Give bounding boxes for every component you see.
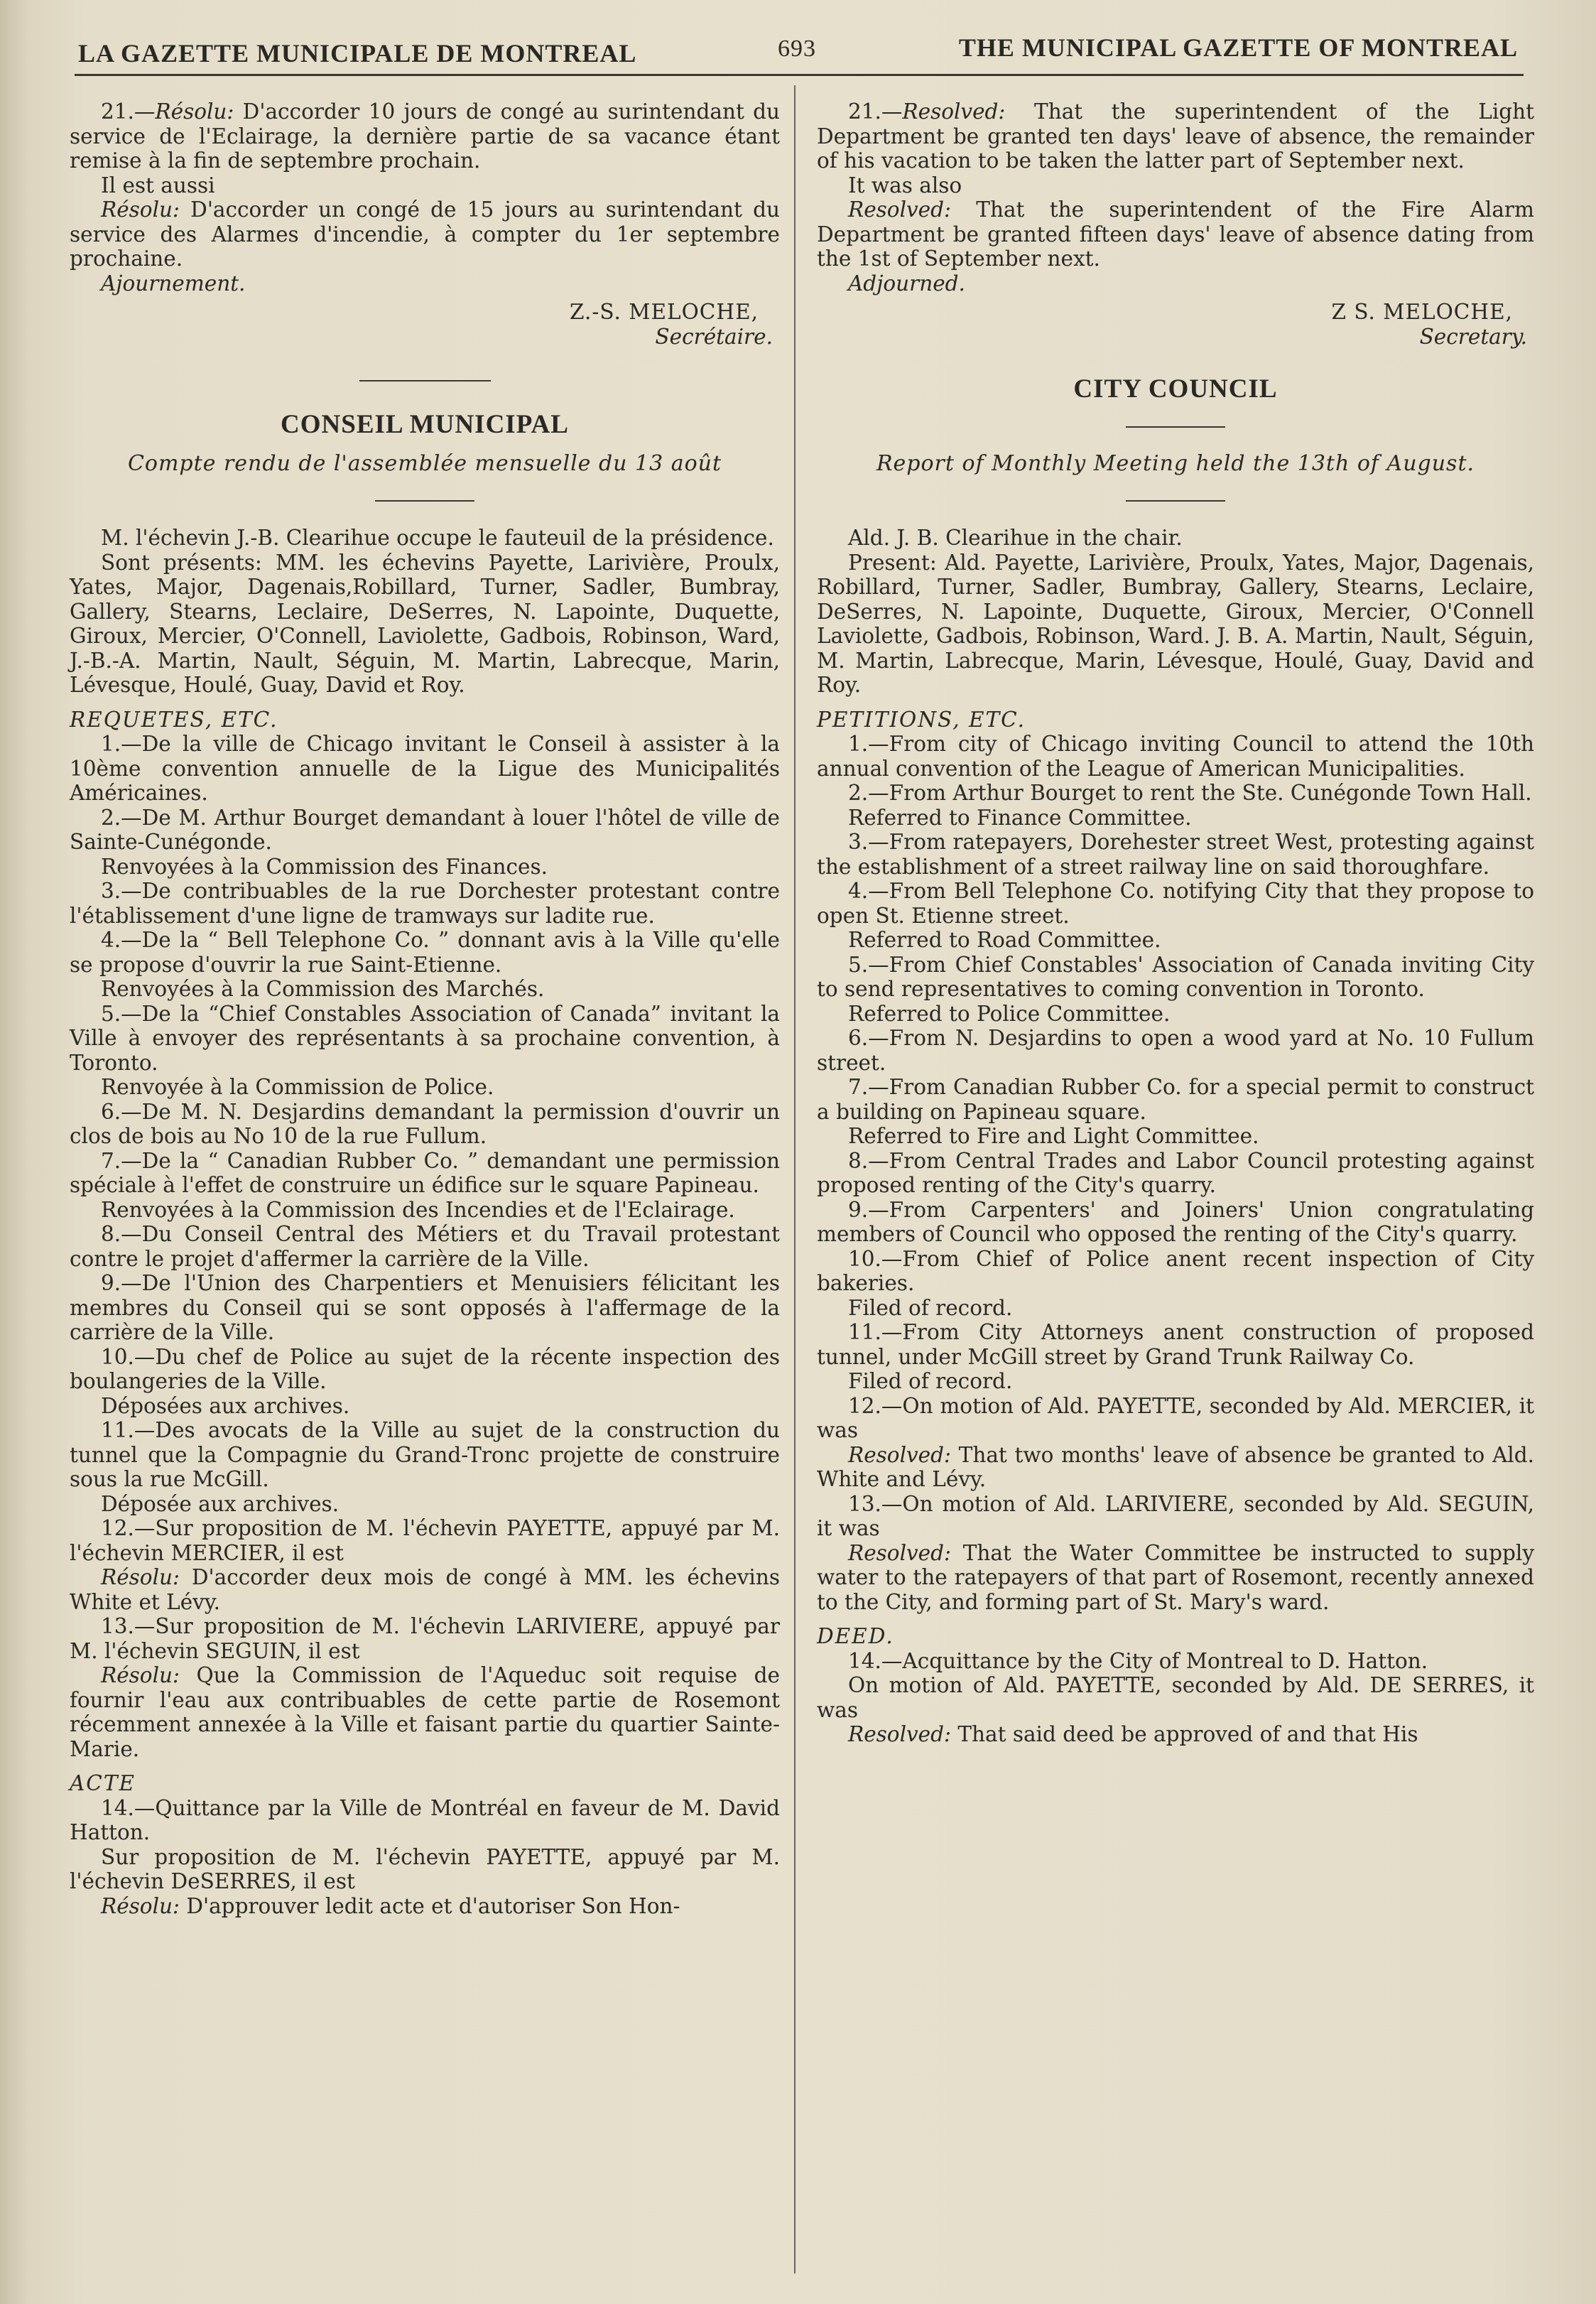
en-item-5: 5.—From Chief Constables' Association of Canada inviting City to send representatives to coming convention in Toronto.	[817, 952, 1534, 1001]
fr-item-7: 7.—De la “ Canadian Rubber Co. ” demandant une permission spéciale à l'effet de construire un édifice sur le square Papineau.	[70, 1148, 780, 1197]
fr-present: Sont présents: MM. les échevins Payette, Larivière, Proulx, Yates, Major, Dagenais,Robillard, Turner, Sadler, Bumbray, Gallery, Stearns, Leclaire, DeSerres, N. Lapointe, Duquette, Giroux, Mercier, O'Connell, Laviolette, Gadbois, Robinson, Ward, J.-B.-A. Martin, Nault, Séguin, M. Martin, Labrecque, Marin, Lévesque, Houlé, Guay, David et Roy.	[70, 550, 780, 697]
french-column	[70, 99, 780, 1918]
fr-item-6: 6.—De M. N. Desjardins demandant la permission d'ouvrir un clos de bois au No 10 de la rue Fullum.	[70, 1099, 780, 1148]
en-item-7: 7.—From Canadian Rubber Co. for a special permit to construct a building on Papineau square.	[817, 1075, 1534, 1124]
page-header	[78, 33, 1518, 75]
en-item-13: 13.—On motion of Ald. LARIVIERE, seconded by Ald. SEGUIN, it was	[817, 1491, 1534, 1540]
en-deed-heading: DEED.	[817, 1624, 894, 1648]
fr-item-2-referral: Renvoyées à la Commission des Finances.	[101, 854, 548, 879]
en-item-14-resolution: Resolved: That said deed be approved of and that His	[848, 1722, 1418, 1746]
header-french-title: LA GAZETTE MUNICIPALE DE MONTREAL	[78, 39, 637, 67]
en-item-14-motion: On motion of Ald. PAYETTE, seconded by Ald. DE SERRES, it was	[817, 1673, 1534, 1722]
fr-item-14-resolution: Résolu: D'approuver ledit acte et d'autoriser Son Hon-	[101, 1893, 680, 1918]
en-signature: Z S. MELOCHE,	[1331, 300, 1513, 324]
en-item-10: 10.—From Chief of Police anent recent inspection of City bakeries.	[817, 1246, 1534, 1295]
en-item-12-resolution: Resolved: That two months' leave of absence be granted to Ald. White and Lévy.	[817, 1442, 1534, 1491]
header-english-title: THE MUNICIPAL GAZETTE OF MONTREAL	[958, 33, 1518, 62]
en-chair: Ald. J. B. Clearihue in the chair.	[848, 526, 1183, 550]
en-item-3: 3.—From ratepayers, Dorehester street West, protesting against the establishment of a street railway line on said thoroughfare.	[817, 830, 1534, 879]
en-item-11-referral: Filed of record.	[848, 1369, 1013, 1393]
en-item-21: 21.—Resolved: That the superintendent of the Light Department be granted ten days' leave of absence, the remainder of his vacation to be taken the latter part of September next.	[817, 99, 1534, 173]
en-present: Present: Ald. Payette, Larivière, Proulx, Yates, Major, Dagenais, Robillard, Turner, Sadler, Bumbray, Gallery, Stearns, Leclaire, DeSerres, N. Lapointe, Duquette, Giroux, Mercier, O'Connell Laviolette, Gadbois, Robinson, Ward. J. B. A. Martin, Nault, Séguin, M. Martin, Labrecque, Marin, Lévesque, Houlé, Guay, David and Roy.	[817, 550, 1534, 697]
fr-requetes-heading: REQUETES, ETC.	[70, 707, 278, 732]
fr-signature-role: Secrétaire.	[655, 324, 773, 349]
en-council-subtitle: Report of Monthly Meeting held the 13th of August.	[876, 450, 1475, 476]
fr-section-rule	[359, 380, 491, 382]
fr-item-3: 3.—De contribuables de la rue Dorchester protestant contre l'établissement d'une ligne de tramways sur ladite rue.	[70, 879, 780, 928]
en-item-2: 2.—From Arthur Bourget to rent the Ste. Cunégonde Town Hall.	[848, 781, 1532, 805]
en-item-12: 12.—On motion of Ald. PAYETTE, seconded by Ald. MERCIER, it was	[817, 1393, 1534, 1442]
fr-item-2: 2.—De M. Arthur Bourget demandant à louer l'hôtel de ville de Sainte-Cunégonde.	[70, 805, 780, 854]
en-item-14: 14.—Acquittance by the City of Montreal to D. Hatton.	[848, 1648, 1428, 1673]
en-it-was-also: It was also	[848, 173, 962, 198]
fr-chair: M. l'échevin J.-B. Clearihue occupe le fauteuil de la présidence.	[101, 526, 774, 550]
fr-item-12: 12.—Sur proposition de M. l'échevin PAYETTE, appuyé par M. l'échevin MERCIER, il est	[70, 1516, 780, 1565]
fr-resolu-2: Résolu: D'accorder un congé de 15 jours au surintendant du service des Alarmes d'incendie, à compter du 1er septembre prochaine.	[70, 198, 780, 271]
en-signature-role: Secretary.	[1419, 324, 1527, 349]
en-item-2-referral: Referred to Finance Committee.	[848, 805, 1192, 830]
fr-item-21: 21.—Résolu: D'accorder 10 jours de congé au surintendant du service de l'Eclairage, la dernière partie de sa vacance étant remise à la fin de septembre prochain.	[70, 99, 780, 173]
en-item-8: 8.—From Central Trades and Labor Council protesting against proposed renting of the City's quarry.	[817, 1148, 1534, 1197]
en-council-title: CITY COUNCIL	[1073, 374, 1278, 404]
fr-item-9: 9.—De l'Union des Charpentiers et Menuisiers félicitant les membres du Conseil qui se sont opposés à l'affermage de la carrière de la Ville.	[70, 1271, 780, 1344]
fr-item-4-referral: Renvoyées à la Commission des Marchés.	[101, 977, 545, 1001]
fr-council-title: CONSEIL MUNICIPAL	[281, 410, 569, 439]
fr-item-14: 14.—Quittance par la Ville de Montréal en faveur de M. David Hatton.	[70, 1795, 780, 1844]
en-title-rule	[1126, 426, 1225, 428]
english-column	[817, 99, 1534, 1747]
fr-item-5-referral: Renvoyée à la Commission de Police.	[101, 1075, 494, 1099]
en-item-7-referral: Referred to Fire and Light Committee.	[848, 1124, 1259, 1148]
fr-item-1: 1.—De la ville de Chicago invitant le Conseil à assister à la 10ème convention annuelle de la Ligue des Municipalités Américaines.	[70, 732, 780, 805]
fr-signature: Z.-S. MELOCHE,	[570, 300, 759, 324]
en-item-13-resolution: Resolved: That the Water Committee be instructed to supply water to the ratepayers of that part of Rosemont, recently annexed to the City, and forming part of St. Mary's ward.	[817, 1540, 1534, 1614]
fr-item-8: 8.—Du Conseil Central des Métiers et du Travail protestant contre le projet d'affermer la carrière de la Ville.	[70, 1222, 780, 1271]
fr-acte-heading: ACTE	[70, 1771, 136, 1795]
en-item-10-referral: Filed of record.	[848, 1295, 1013, 1320]
en-resolved-2: Resolved: That the superintendent of the Fire Alarm Department be granted fifteen days' leave of absence dating from the 1st of September next.	[817, 198, 1534, 271]
fr-subtitle-rule	[375, 500, 474, 502]
fr-item-13-resolution: Résolu: Que la Commission de l'Aqueduc soit requise de fournir l'eau aux contribuables de cette partie de Rosemont récemment annexée à la Ville et faisant partie du quartier Sainte-Marie.	[70, 1663, 780, 1761]
en-item-5-referral: Referred to Police Committee.	[848, 1001, 1171, 1026]
fr-item-4: 4.—De la “ Bell Telephone Co. ” donnant avis à la Ville qu'elle se propose d'ouvrir la rue Saint-Etienne.	[70, 928, 780, 977]
en-item-9: 9.—From Carpenters' and Joiners' Union congratulating members of Council who opposed the renting of the City's quarry.	[817, 1197, 1534, 1246]
fr-item-5: 5.—De la “Chief Constables Association of Canada” invitant la Ville à envoyer des représentants à sa prochaine convention, à Toronto.	[70, 1001, 780, 1075]
en-item-6: 6.—From N. Desjardins to open a wood yard at No. 10 Fullum street.	[817, 1026, 1534, 1075]
en-subtitle-rule	[1126, 500, 1225, 502]
en-item-4-referral: Referred to Road Committee.	[848, 928, 1161, 952]
en-adjourned: Adjourned.	[848, 271, 965, 296]
column-divider	[794, 85, 796, 2273]
fr-item-11-referral: Déposée aux archives.	[101, 1491, 340, 1516]
fr-item-14-proposal: Sur proposition de M. l'échevin PAYETTE, appuyé par M. l'échevin DeSERRES, il est	[70, 1844, 780, 1893]
en-item-11: 11.—From City Attorneys anent construction of proposed tunnel, under McGill street by Grand Trunk Railway Co.	[817, 1320, 1534, 1369]
fr-council-subtitle: Compte rendu de l'assemblée mensuelle du 13 août	[127, 450, 722, 476]
fr-item-10: 10.—Du chef de Police au sujet de la récente inspection des boulangeries de la Ville.	[70, 1344, 780, 1393]
en-petitions-heading: PETITIONS, ETC.	[817, 707, 1026, 732]
fr-item-13: 13.—Sur proposition de M. l'échevin LARIVIERE, appuyé par M. l'échevin SEGUIN, il est	[70, 1614, 780, 1663]
fr-item-12-resolution: Résolu: D'accorder deux mois de congé à MM. les échevins White et Lévy.	[70, 1565, 780, 1614]
en-item-1: 1.—From city of Chicago inviting Council to attend the 10th annual convention of the League of American Municipalities.	[817, 732, 1534, 781]
page-number: 693	[778, 36, 816, 62]
fr-item-11: 11.—Des avocats de la Ville au sujet de la construction du tunnel que la Compagnie du Grand-Tronc projette de construire sous la rue McGill.	[70, 1418, 780, 1491]
fr-ajournement: Ajournement.	[101, 271, 246, 296]
fr-item-7-referral: Renvoyées à la Commission des Incendies et de l'Eclairage.	[101, 1197, 735, 1222]
en-item-4: 4.—From Bell Telephone Co. notifying City that they propose to open St. Etienne street.	[817, 879, 1534, 928]
fr-il-est-aussi: Il est aussi	[101, 173, 215, 198]
header-rule	[75, 74, 1524, 76]
fr-item-10-referral: Déposées aux archives.	[101, 1393, 350, 1418]
